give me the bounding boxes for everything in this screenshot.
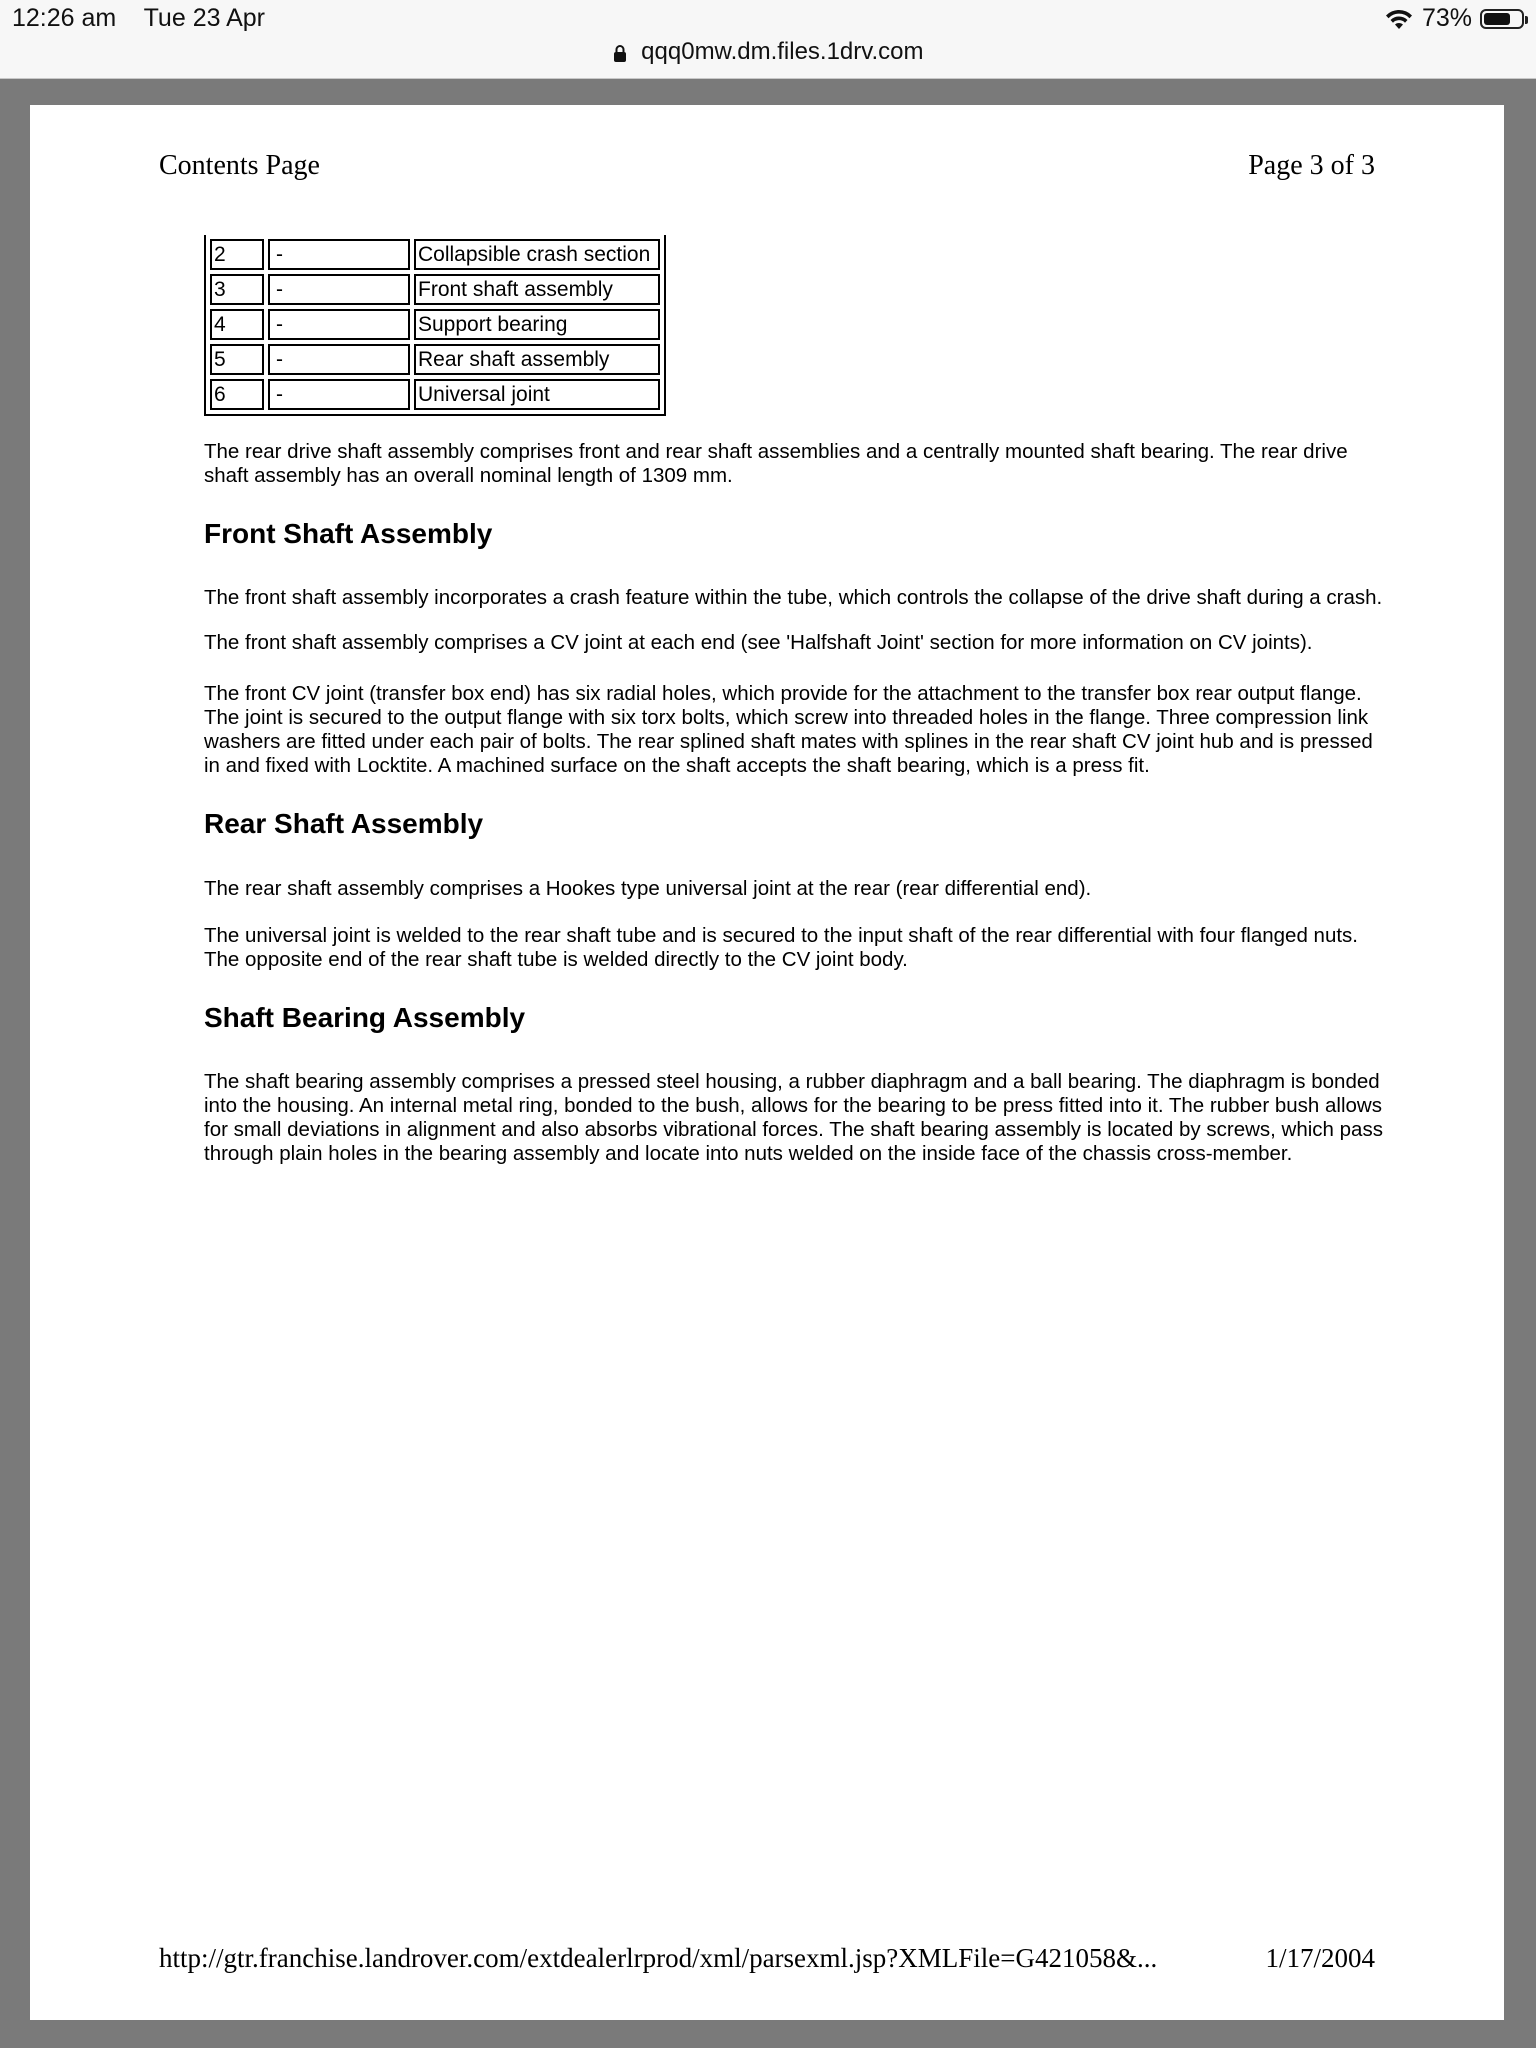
part-ref: - [268,239,410,270]
shaft-bearing-paragraph: The shaft bearing assembly comprises a pressed steel housing, a rubber diaphragm and a ball bearing. The diaphragm is bonded into the housing. An internal metal ring, bonded to the bush, allows for the bearing to be press fitted into it. The rubber bush allows for small deviations in alignment and also absorbs vibrational forces. The shaft bearing assembly is located by screws, which pass through plain holes in the bearing assembly and locate into nuts welded on the inside face of the chassis cross-member. [204,1070,1383,1165]
rear-shaft-heading: Rear Shaft Assembly [204,808,484,839]
part-ref: - [268,344,410,375]
table-row [210,344,660,375]
status-time: 12:26 am [12,4,117,32]
status-clock [12,4,265,33]
part-number: 6 [210,379,264,410]
wifi-icon [1384,7,1414,31]
page-number: Page 3 of 3 [1248,150,1375,181]
address-bar[interactable] [0,38,1536,66]
page-header-title: Contents Page [159,150,320,181]
battery-fill [1484,13,1510,25]
table-row [210,239,660,270]
front-shaft-paragraph-2: The front shaft assembly comprises a CV joint at each end (see 'Halfshaft Joint' section for more information on CV joints). [204,631,1313,654]
part-description: Universal joint [414,379,660,410]
part-description: Collapsible crash section [414,239,660,270]
part-ref: - [268,379,410,410]
document-page [30,105,1504,2020]
battery-icon [1480,9,1524,29]
battery-percent: 73% [1421,4,1472,32]
table-row [210,309,660,340]
part-number: 4 [210,309,264,340]
part-number: 5 [210,344,264,375]
table-row [210,274,660,305]
intro-paragraph: The rear drive shaft assembly comprises front and rear shaft assemblies and a centrally mounted shaft bearing. The rear drive shaft assembly has an overall nominal length of 1309 mm. [204,440,1348,487]
part-description: Support bearing [414,309,660,340]
table-row [210,379,660,410]
part-description: Front shaft assembly [414,274,660,305]
url-text[interactable]: qqq0mw.dm.files.1drv.com [641,38,924,65]
part-ref: - [268,309,410,340]
footer-date: 1/17/2004 [1265,1943,1375,1973]
status-indicators [1384,4,1524,33]
front-shaft-paragraph-3: The front CV joint (transfer box end) has six radial holes, which provide for the attachment to the transfer box rear output flange. The joint is secured to the output flange with six torx bolts, which screw into threaded holes in the flange. Three compression link washers are fitted under each pair of bolts. The rear splined shaft mates with splines in the rear shaft CV joint hub and is pressed in and fixed with Locktite. A machined surface on the shaft accepts the shaft bearing, which is a press fit. [204,682,1373,777]
status-date: Tue 23 Apr [143,4,265,32]
part-description: Rear shaft assembly [414,344,660,375]
footer-url: http://gtr.franchise.landrover.com/extdealerlrprod/xml/parsexml.jsp?XMLFile=G421058&... [159,1943,1158,1973]
shaft-bearing-heading: Shaft Bearing Assembly [204,1002,526,1033]
lock-icon [613,44,627,62]
part-number: 2 [210,239,264,270]
part-ref: - [268,274,410,305]
rear-shaft-paragraph-2: The universal joint is welded to the rear shaft tube and is secured to the input shaft of the rear differential with four flanged nuts. The opposite end of the rear shaft tube is welded directly to the CV joint body. [204,924,1358,971]
parts-table [204,235,666,416]
rear-shaft-paragraph-1: The rear shaft assembly comprises a Hookes type universal joint at the rear (rear differential end). [204,877,1092,900]
status-bar [0,0,1536,79]
front-shaft-heading: Front Shaft Assembly [204,518,493,549]
part-number: 3 [210,274,264,305]
front-shaft-paragraph-1: The front shaft assembly incorporates a crash feature within the tube, which controls the collapse of the drive shaft during a crash. [204,586,1383,609]
document-body [204,235,1384,1166]
